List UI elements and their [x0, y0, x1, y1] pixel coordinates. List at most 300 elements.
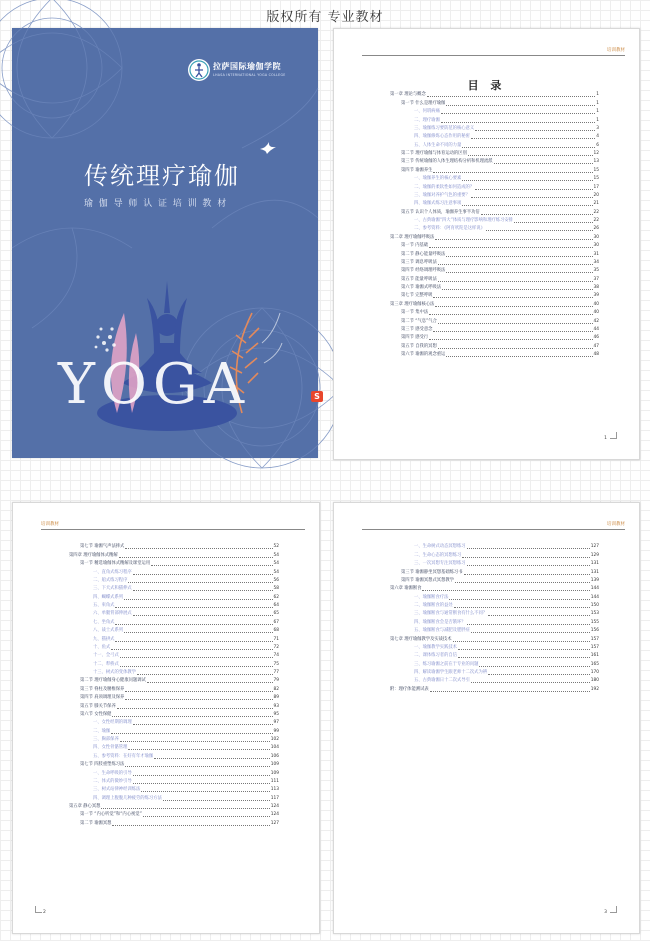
- toc-entry-page: 102: [270, 737, 279, 742]
- toc-entry: [69, 644, 279, 652]
- toc-entry: [390, 217, 599, 225]
- toc-dot-leader: [475, 130, 595, 131]
- toc-dot-leader: [111, 733, 272, 734]
- toc-entry-title: 二、课体练习者的自信: [414, 653, 457, 659]
- toc-dot-leader: [147, 682, 273, 683]
- toc-entry-title: 第六章 瑜伽断食: [390, 586, 422, 592]
- toc-entry-title: 五、古典瑜伽日十二次式导引: [414, 678, 470, 684]
- toc-entry-title: 第七节 完整呼吸: [401, 293, 433, 299]
- toc-entry-page: 139: [590, 577, 599, 583]
- toc-entry-page: 153: [590, 611, 599, 617]
- page-header-label: 培训教材: [607, 522, 625, 527]
- toc-dot-leader: [488, 615, 590, 616]
- toc-entry: [69, 794, 279, 802]
- toc-entry: [390, 141, 599, 149]
- toc-entry-title: 四、蝴蝶式系列: [93, 594, 124, 600]
- header-rule: [362, 529, 625, 530]
- toc-entry-page: 1: [596, 109, 599, 115]
- toc-entry: [390, 108, 599, 116]
- toc-entry-page: 127: [270, 820, 279, 826]
- toc-entry-page: 71: [273, 636, 279, 642]
- toc-dot-leader: [133, 574, 273, 575]
- toc-entry-title: 六、单腿背部伸展式: [93, 611, 132, 617]
- toc-entry-page: 155: [590, 619, 599, 625]
- toc-entry: [69, 744, 279, 752]
- toc-dot-leader: [133, 590, 273, 591]
- toc-entry: [69, 811, 279, 819]
- toc-entry-title: 第六节 女性保健: [80, 711, 112, 717]
- toc-entry-title: 八、战士式系列: [93, 628, 124, 634]
- toc-entry-page: 74: [273, 653, 279, 659]
- toc-entry-title: 十二、犁桥式: [93, 661, 119, 667]
- toc-entry: [69, 551, 279, 559]
- toc-dot-leader: [467, 548, 590, 549]
- toc-entry-page: 95: [273, 711, 279, 717]
- toc-entry-page: 113: [270, 787, 279, 793]
- toc-entry: [69, 736, 279, 744]
- toc-entry-page: 1: [596, 117, 599, 123]
- toc-entry: [69, 660, 279, 668]
- toc-dot-leader: [115, 641, 272, 642]
- toc-entry-title: 第六节 瑜伽的观念重运: [401, 352, 446, 357]
- toc-entry-title: 第一章 理论与概念: [390, 92, 426, 98]
- toc-entry-title: 三、一次冥想专注冥想练习: [414, 561, 466, 567]
- toc-entry-title: 一、古典瑜伽“四大”体质与理疗影响和理疗练习安排: [414, 218, 513, 223]
- toc-page-3: [333, 502, 640, 934]
- toc-entry-page: 17: [593, 184, 599, 190]
- toc-entry: [390, 677, 599, 685]
- toc-entry-page: 79: [273, 678, 279, 684]
- toc-entry-page: 20: [593, 192, 599, 198]
- copyright-banner: 版权所有 专业教材: [266, 10, 384, 25]
- toc-entry-page: 40: [593, 310, 599, 316]
- toc-entry-page: 42: [593, 318, 599, 324]
- toc-entry: [390, 577, 599, 585]
- toc-entry: [390, 275, 599, 283]
- toc-entry: [390, 242, 599, 250]
- toc-entry-title: 三、下犬式和猫伸式: [93, 586, 132, 592]
- toc-dot-leader: [442, 289, 592, 290]
- toc-entry-title: 第四节 经络调理呼吸法: [401, 268, 446, 274]
- toc-entry: [69, 761, 279, 769]
- toc-dot-leader: [471, 138, 595, 139]
- toc-entry-title: 第二节 静心能量呼吸法: [401, 251, 446, 257]
- toc-entry-title: 四、女性骨骼管理: [93, 745, 128, 751]
- toc-entry-page: 89: [273, 695, 279, 701]
- toc-dot-leader: [438, 264, 593, 265]
- toc-dot-leader: [486, 230, 593, 231]
- toc-entry-title: 第四节 瑜伽养生: [401, 167, 433, 173]
- toc-entry-title: 第五节 能量呼吸法: [401, 276, 437, 282]
- toc-entry-title: 一、生命呼吸的引导: [93, 770, 132, 776]
- toc-entry-page: 106: [270, 753, 279, 759]
- toc-entry-page: 22: [593, 218, 599, 223]
- toc-entry: [69, 669, 279, 677]
- toc-entry-page: 31: [593, 251, 599, 257]
- toc-dot-leader: [435, 239, 592, 240]
- toc-list: [69, 543, 279, 828]
- toc-entry: [69, 568, 279, 576]
- toc-entry-page: 34: [593, 259, 599, 265]
- toc-dot-leader: [111, 649, 272, 650]
- toc-dot-leader: [514, 222, 593, 223]
- toc-dot-leader: [467, 624, 590, 625]
- toc-dot-leader: [427, 96, 596, 97]
- toc-entry-page: 15: [593, 176, 599, 182]
- toc-entry: [390, 183, 599, 191]
- toc-entry-page: 129: [590, 552, 599, 558]
- toc-entry-page: 144: [590, 586, 599, 592]
- toc-dot-leader: [101, 808, 269, 809]
- toc-entry-page: 4: [596, 134, 599, 140]
- toc-entry-page: 77: [273, 670, 279, 675]
- toc-entry: [390, 317, 599, 325]
- toc-entry: [69, 727, 279, 735]
- toc-dot-leader: [133, 775, 270, 776]
- toc-page-1: [333, 28, 640, 460]
- toc-entry: [69, 627, 279, 635]
- toc-entry-title: 第二节 理疗瑜伽与体育运动的区别: [401, 151, 467, 156]
- toc-entry-title: 第一节 “内心听觉”和“内心视觉”: [80, 812, 142, 818]
- toc-entry: [390, 635, 599, 643]
- toc-entry: [390, 292, 599, 300]
- toc-dot-leader: [455, 582, 590, 583]
- toc-dot-leader: [471, 682, 590, 683]
- toc-entry-title: 第五节 自我的冥想: [401, 343, 437, 349]
- toc-entry: [69, 602, 279, 610]
- toc-dot-leader: [462, 180, 592, 181]
- toc-dot-leader: [454, 607, 590, 608]
- toc-entry-page: 21: [593, 201, 599, 207]
- toc-entry-page: 54: [273, 561, 279, 567]
- toc-entry-page: 117: [270, 795, 279, 801]
- toc-entry-title: 九、猫拱式: [93, 636, 115, 642]
- toc-entry-page: 144: [590, 594, 599, 600]
- toc-list: [390, 91, 599, 359]
- toc-entry-page: 30: [593, 234, 599, 240]
- toc-entry-page: 40: [593, 301, 599, 307]
- toc-entry-title: 第四节 瑜伽冥想式冥想教学: [401, 577, 454, 583]
- toc-entry: [390, 225, 599, 233]
- toc-dot-leader: [446, 272, 592, 273]
- toc-dot-leader: [462, 557, 590, 558]
- toc-dot-leader: [441, 122, 595, 123]
- toc-dot-leader: [429, 314, 592, 315]
- toc-dot-leader: [438, 348, 593, 349]
- publisher-logo: S: [311, 391, 323, 402]
- toc-entry-page: 39: [593, 293, 599, 299]
- toc-entry-page: 62: [273, 594, 279, 600]
- toc-dot-leader: [120, 741, 270, 742]
- toc-entry-page: 47: [593, 343, 599, 349]
- toc-dot-leader: [471, 632, 590, 633]
- cover-title: 传统理疗瑜伽: [84, 162, 240, 190]
- toc-dot-leader: [471, 197, 593, 198]
- toc-entry-page: 54: [273, 552, 279, 558]
- toc-entry: [390, 158, 599, 166]
- toc-entry: [69, 652, 279, 660]
- toc-title: 目 录: [467, 79, 506, 92]
- toc-entry: [390, 300, 599, 308]
- toc-entry-page: 54: [273, 569, 279, 575]
- toc-entry-title: 二、生命心态的冥想练习: [414, 552, 462, 558]
- toc-dot-leader: [124, 599, 272, 600]
- toc-entry: [390, 208, 599, 216]
- page-header-label: 培训教材: [607, 48, 625, 53]
- toc-entry-title: 四、解读瑜伽学生跟老师十二次式为辨: [414, 670, 488, 675]
- toc-entry: [390, 644, 599, 652]
- toc-entry: [390, 326, 599, 334]
- toc-entry-page: 1: [596, 100, 599, 106]
- toc-entry: [390, 150, 599, 158]
- toc-dot-leader: [479, 666, 589, 667]
- toc-dot-leader: [119, 557, 273, 558]
- toc-entry: [390, 627, 599, 635]
- bird-icon: [258, 140, 278, 156]
- toc-entry: [390, 334, 599, 342]
- yoga-illustration: [52, 273, 282, 423]
- toc-entry-title: 三、瑜伽对养护气色的重要？: [414, 192, 470, 198]
- toc-entry: [390, 284, 599, 292]
- toc-dot-leader: [430, 691, 590, 692]
- toc-entry-page: 124: [270, 804, 279, 809]
- page-corner-mark: [610, 432, 617, 439]
- toc-entry: [69, 819, 279, 827]
- toc-dot-leader: [467, 565, 590, 566]
- toc-entry: [390, 602, 599, 610]
- toc-dot-leader: [128, 582, 272, 583]
- toc-dot-leader: [438, 323, 593, 324]
- toc-entry-title: 第三节 传统瑜伽的人体生理结构分析和机理流派: [401, 159, 493, 165]
- toc-entry: [69, 677, 279, 685]
- toc-entry: [69, 577, 279, 585]
- toc-entry-page: 161: [590, 653, 599, 659]
- toc-dot-leader: [120, 666, 273, 667]
- toc-entry-title: 第三节 感受意念: [401, 326, 433, 332]
- toc-entry: [390, 99, 599, 107]
- toc-entry: [390, 568, 599, 576]
- toc-entry-page: 46: [593, 335, 599, 341]
- toc-entry-page: 192: [590, 686, 599, 692]
- toc-entry-title: 第五章 静心冥想: [69, 804, 101, 809]
- toc-dot-leader: [433, 172, 592, 173]
- toc-entry-title: 五、瑜伽断食与减肥及肥胖症: [414, 628, 470, 634]
- header-rule: [41, 529, 305, 530]
- toc-dot-leader: [438, 281, 593, 282]
- toc-entry-page: 127: [590, 544, 599, 550]
- toc-dot-leader: [133, 783, 270, 784]
- header-rule: [362, 55, 625, 56]
- toc-dot-leader: [137, 674, 273, 675]
- cover-page: [12, 28, 318, 458]
- toc-entry-page: 38: [593, 285, 599, 290]
- toc-dot-leader: [133, 724, 273, 725]
- toc-entry-title: 五、参考资料：在好有年才瑜伽: [93, 753, 154, 759]
- toc-entry-title: 第七节 瑜伽气声法摔式: [80, 544, 125, 550]
- toc-entry-title: 第七章 理疗瑜伽教学及实战技术: [390, 636, 452, 642]
- toc-entry: [390, 585, 599, 593]
- toc-dot-leader: [433, 297, 592, 298]
- toc-entry: [390, 685, 599, 693]
- toc-entry-title: 第五节 认识个人体质，瑜伽养生事半功倍: [401, 209, 480, 215]
- toc-entry-title: 第四节 肩颈调理及保养: [80, 695, 125, 701]
- toc-entry-title: 第四节 感受行: [401, 335, 429, 341]
- toc-entry-title: 二、体式的微妙引导: [93, 778, 132, 784]
- toc-entry-page: 111: [270, 778, 279, 784]
- toc-entry-title: 一、瑜伽养生的核心要素: [414, 176, 462, 182]
- toc-entry: [390, 192, 599, 200]
- toc-entry-title: 第二章 理疗瑜伽呼吸法: [390, 234, 435, 240]
- toc-entry-page: 150: [590, 603, 599, 608]
- toc-entry-title: 第二节 理疗瑜伽身心健康问题调试: [80, 678, 146, 684]
- toc-dot-leader: [481, 214, 593, 215]
- toc-dot-leader: [462, 205, 592, 206]
- toc-entry-title: 三、树式站律神经训练法: [93, 787, 141, 793]
- toc-entry-page: 124: [270, 812, 279, 818]
- toc-entry: [390, 116, 599, 124]
- toc-entry: [390, 309, 599, 317]
- toc-entry-page: 44: [593, 326, 599, 332]
- toc-entry: [69, 560, 279, 568]
- toc-entry-page: 37: [593, 276, 599, 282]
- yoga-word-art: YOGA: [58, 352, 251, 417]
- toc-entry: [390, 133, 599, 141]
- toc-entry-title: 第二节 “气息”气合: [401, 318, 437, 324]
- toc-entry-title: 三、瑜伽练习要防范的核心意义: [414, 125, 475, 131]
- toc-entry-page: 157: [590, 644, 599, 650]
- toc-dot-leader: [449, 599, 589, 600]
- toc-entry: [69, 543, 279, 551]
- toc-entry-page: 26: [593, 226, 599, 232]
- toc-entry-page: 1: [596, 92, 599, 98]
- toc-entry-title: 一、瑜伽教学实践技术: [414, 644, 457, 650]
- toc-dot-leader: [154, 758, 270, 759]
- toc-entry-title: 一、瑜伽断食疗法: [414, 594, 449, 600]
- toc-dot-leader: [120, 657, 273, 658]
- toc-entry-page: 3: [596, 125, 599, 131]
- toc-dot-leader: [429, 247, 592, 248]
- toc-entry-page: 56: [273, 577, 279, 583]
- toc-entry-title: 五、人体生命不同的力量: [414, 142, 462, 148]
- toc-entry-title: 一、直角式练习程序: [93, 569, 132, 575]
- toc-entry: [69, 752, 279, 760]
- toc-entry: [69, 618, 279, 626]
- toc-entry-page: 104: [270, 745, 279, 751]
- toc-entry-page: 131: [590, 569, 599, 575]
- toc-entry-page: 48: [593, 352, 599, 357]
- toc-entry-page: 97: [273, 720, 279, 726]
- toc-entry-page: 52: [273, 544, 279, 550]
- toc-entry-title: 四、瑜伽修炼心态作用的秘密: [414, 134, 470, 140]
- toc-entry-title: 四、瑜伽断食会是否饿坏？: [414, 619, 466, 625]
- toc-entry-page: 22: [593, 209, 599, 215]
- toc-entry-title: 三、瑜伽断食与通常断食有什么不同？: [414, 611, 488, 617]
- toc-entry-page: 30: [593, 243, 599, 249]
- toc-entry: [390, 233, 599, 241]
- toc-entry: [69, 610, 279, 618]
- toc-dot-leader: [141, 791, 270, 792]
- toc-entry: [69, 694, 279, 702]
- page-corner-mark: [610, 906, 617, 913]
- toc-entry-title: 四、调理上腹腹几种疲劳的练习方法: [93, 795, 162, 801]
- toc-entry: [390, 166, 599, 174]
- toc-entry: [390, 267, 599, 275]
- toc-dot-leader: [125, 548, 272, 549]
- toc-dot-leader: [422, 590, 589, 591]
- toc-entry-title: 一、生命树式动态冥想练习: [414, 544, 466, 550]
- toc-entry-title: 三、胸部保养: [93, 737, 119, 742]
- toc-entry-title: 二、瑜伽断食的益处: [414, 603, 453, 608]
- toc-dot-leader: [488, 674, 590, 675]
- toc-dot-leader: [117, 708, 273, 709]
- toc-entry-title: 三、练习瑜伽之前在于专业的问题: [414, 661, 479, 667]
- toc-list: [390, 543, 599, 694]
- toc-entry: [390, 560, 599, 568]
- toc-entry-page: 131: [590, 561, 599, 567]
- toc-entry-title: 第三章 理疗瑜伽核心法: [390, 301, 435, 307]
- toc-dot-leader: [453, 641, 590, 642]
- toc-entry-page: 93: [273, 703, 279, 709]
- toc-entry: [390, 91, 599, 99]
- toc-entry: [390, 200, 599, 208]
- toc-entry-title: 十、鱼式: [93, 644, 111, 650]
- toc-entry: [390, 593, 599, 601]
- toc-dot-leader: [115, 624, 272, 625]
- toc-entry: [69, 585, 279, 593]
- toc-entry: [390, 351, 599, 359]
- toc-entry-title: 第三节 脊柱及腰椎保养: [80, 686, 125, 692]
- toc-dot-leader: [446, 356, 592, 357]
- toc-dot-leader: [151, 565, 272, 566]
- school-name-english: LHASA INTERNATIONAL YOGA COLLEGE: [213, 73, 286, 77]
- toc-entry-page: 109: [270, 770, 279, 776]
- toc-entry-page: 82: [273, 686, 279, 692]
- toc-entry-page: 35: [593, 268, 599, 274]
- toc-entry: [69, 685, 279, 693]
- toc-entry-page: 99: [273, 728, 279, 734]
- toc-entry-title: 一、何谓病痛: [414, 109, 440, 115]
- toc-dot-leader: [163, 800, 270, 801]
- toc-entry: [69, 593, 279, 601]
- toc-dot-leader: [494, 163, 593, 164]
- toc-entry-title: 四、瑜伽式练习注意事项: [414, 201, 462, 207]
- toc-entry-title: 十一、全弓式: [93, 653, 119, 659]
- toc-entry-page: 156: [590, 628, 599, 634]
- toc-dot-leader: [435, 306, 592, 307]
- toc-entry-page: 64: [273, 603, 279, 608]
- school-emblem-icon: [187, 58, 211, 82]
- toc-dot-leader: [124, 632, 272, 633]
- toc-dot-leader: [125, 691, 272, 692]
- toc-entry: [390, 669, 599, 677]
- toc-entry-title: 二、船式练习程序: [93, 577, 128, 583]
- toc-entry-title: 二、瑜伽: [93, 728, 111, 734]
- toc-dot-leader: [468, 155, 593, 156]
- toc-entry-title: 第一节 精选瑜伽体式精解及课堂运用: [80, 561, 151, 567]
- page-corner-mark: [35, 906, 42, 913]
- toc-entry-title: 第一节 集中法: [401, 310, 429, 316]
- toc-dot-leader: [112, 716, 272, 717]
- toc-entry-title: 第三节 调息呼吸法: [401, 259, 437, 265]
- toc-entry: [390, 652, 599, 660]
- toc-entry-title: 第一节 什么是理疗瑜伽: [401, 100, 446, 106]
- toc-entry: [69, 719, 279, 727]
- toc-entry-page: 72: [273, 644, 279, 650]
- toc-entry-title: 第三节 瑜伽静坐冥想基础练习书: [401, 569, 463, 575]
- toc-dot-leader: [458, 649, 590, 650]
- toc-entry: [69, 803, 279, 811]
- toc-entry: [390, 250, 599, 258]
